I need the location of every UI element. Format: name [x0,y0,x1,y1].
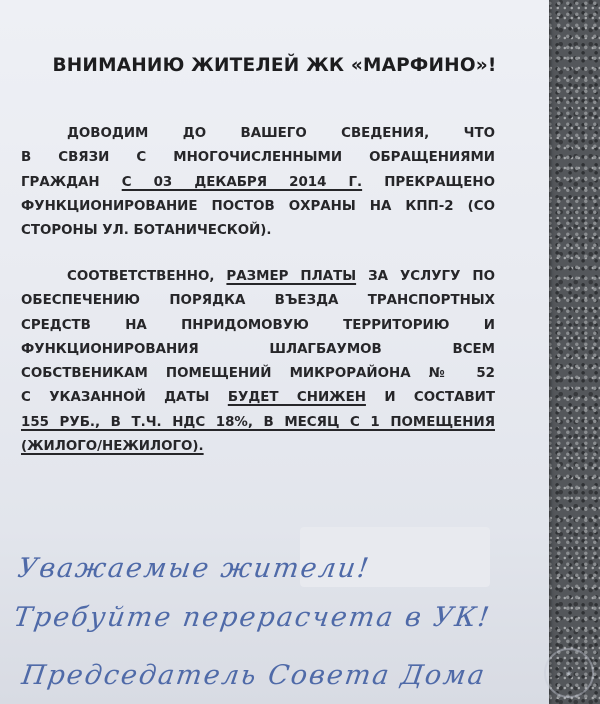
reduced-underlined: БУДЕТ СНИЖЕН [227,390,366,406]
notice-paragraph-1: ДОВОДИМ ДО ВАШЕГО СВЕДЕНИЯ, ЧТО В СВЯЗИ С МНОГОЧИСЛЕННЫМИ ОБРАЩЕНИЯМИ ГРАЖДАН С 03 ДЕКАБРЯ 2014 Г. ПРЕКРАЩЕНО ФУНКЦИОНИРОВАНИЕ ПОСТОВ ОХРАНЫ НА КПП-2 (СО СТОРОНЫ УЛ. БОТАНИЧЕСКОЙ). [21,126,495,239]
watermark-logo: ★ [544,648,594,698]
stone-wall [548,0,600,704]
fee-underlined: РАЗМЕР ПЛАТЫ [226,269,357,284]
notice-title: ВНИМАНИЮ ЖИТЕЛЕЙ ЖК «МАРФИНО»! [52,55,497,76]
handwritten-line-2: Требуйте перерасчета в УК! [11,602,493,633]
handwritten-line-1: Уважаемые жители! [15,553,373,584]
premises-underlined: (ЖИЛОГО/НЕЖИЛОГО). [21,439,204,455]
price-underlined: 155 РУБ., В Т.Ч. НДС 18%, В МЕСЯЦ С 1 ПОМЕЩЕНИЯ [21,414,495,430]
handwritten-line-3: Председатель Совета Дома [19,660,489,691]
date-underlined: С 03 ДЕКАБРЯ 2014 Г. [121,174,363,190]
notice-paragraph-2: СООТВЕТСТВЕННО, РАЗМЕР ПЛАТЫ ЗА УСЛУГУ ПО ОБЕСПЕЧЕНИЮ ПОРЯДКА ВЪЕЗДА ТРАНСПОРТНЫХ СРЕДСТВ НА ПНРИДОМОВУЮ ТЕРРИТОРИЮ И ФУНКЦИОНИРОВАНИЯ ШЛАГБАУМОВ ВСЕМ СОБСТВЕНИКАМ ПОМЕЩЕНИЙ МИКРОРАЙОНА № 52 С УКАЗАННОЙ ДАТЫ БУДЕТ СНИЖЕН И СОСТАВИТ 155 РУБ., В Т.Ч. НДС 18%, В МЕСЯЦ С 1 ПОМЕЩЕНИЯ (ЖИЛОГО/НЕЖИЛОГО). [21,269,496,455]
